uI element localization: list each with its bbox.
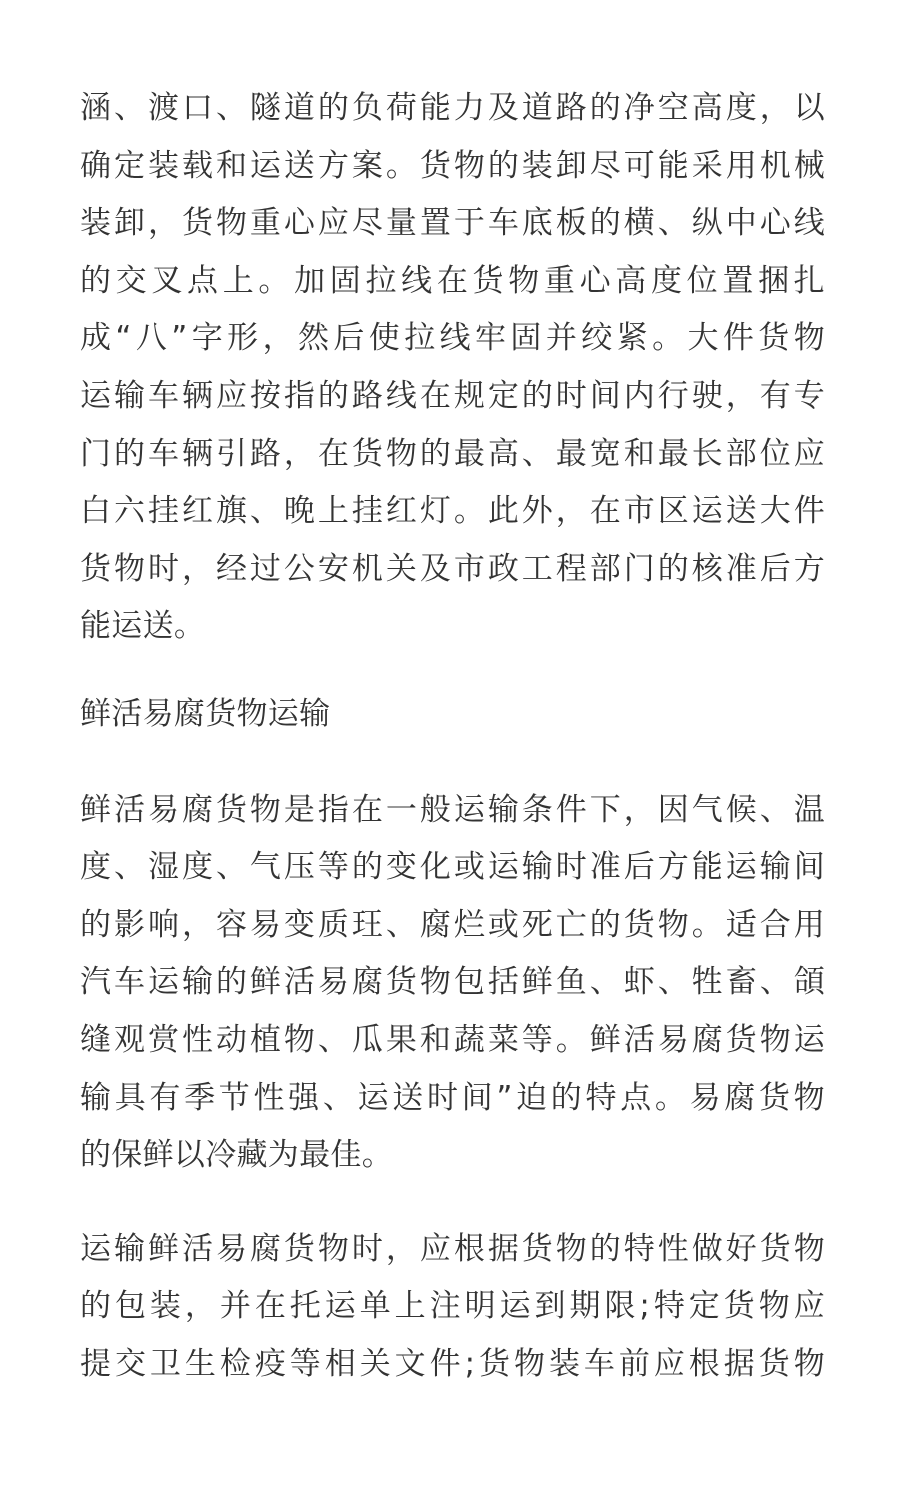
text-line: 能运送。 (80, 608, 206, 645)
text-line: 的包装，并在托运单上注明运到期限;特定货物应 (80, 1288, 825, 1325)
text-line: 门的车辆引路，在货物的最高、最宽和最长部位应 (80, 435, 825, 472)
section-heading-text: 鲜活易腐货物运输 (80, 695, 331, 732)
text-line: 输具有季节性强、运送时间”迫的特点。易腐货物 (80, 1079, 825, 1116)
text-line: 货物时，经过公安机关及市政工程部门的核准后方 (80, 550, 825, 587)
section-heading (80, 686, 825, 744)
text-line: 提交卫生检疫等相关文件;货物装车前应根据货物 (80, 1345, 825, 1382)
text-line: 运输车辆应按指的路线在规定的时间内行驶，有专 (80, 377, 825, 414)
text-line: 涵、渡口、隧道的负荷能力及道路的净空高度，以 (80, 90, 825, 126)
article-body (80, 80, 825, 1393)
text-line: 的保鲜以冷藏为最佳。 (80, 1137, 393, 1174)
text-line: 成“八”字形，然后使拉线牢固并绞紧。大件货物 (80, 320, 825, 357)
text-line: 装卸，货物重心应尽量置于车底板的横、纵中心线 (80, 205, 825, 242)
text-line: 缝观赏性动植物、瓜果和蔬菜等。鲜活易腐货物运 (80, 1021, 825, 1058)
paragraph-oversize-cargo (80, 80, 825, 656)
text-line: 汽车运输的鲜活易腐货物包括鲜鱼、虾、牲畜、頜 (80, 964, 825, 1001)
text-line: 度、湿度、气压等的变化或运输时准后方能运输间 (80, 849, 825, 886)
text-line: 的影响，容易变质玨、腐烂或死亡的货物。适合用 (80, 906, 825, 943)
text-line: 运输鲜活易腐货物时，应根据货物的特性做好货物 (80, 1230, 825, 1267)
text-line: 确定装载和运送方案。货物的装卸尽可能采用机械 (80, 147, 825, 184)
text-line: 的交叉点上。加固拉线在货物重心高度位置捆扎 (80, 262, 825, 299)
text-line: 白六挂红旗、晚上挂红灯。此外，在市区运送大件 (80, 493, 825, 530)
paragraph-perishable-handling (80, 1221, 825, 1394)
paragraph-perishable-definition (80, 782, 825, 1185)
text-line: 鲜活易腐货物是指在一般运输条件下，因气候、温 (80, 791, 825, 828)
